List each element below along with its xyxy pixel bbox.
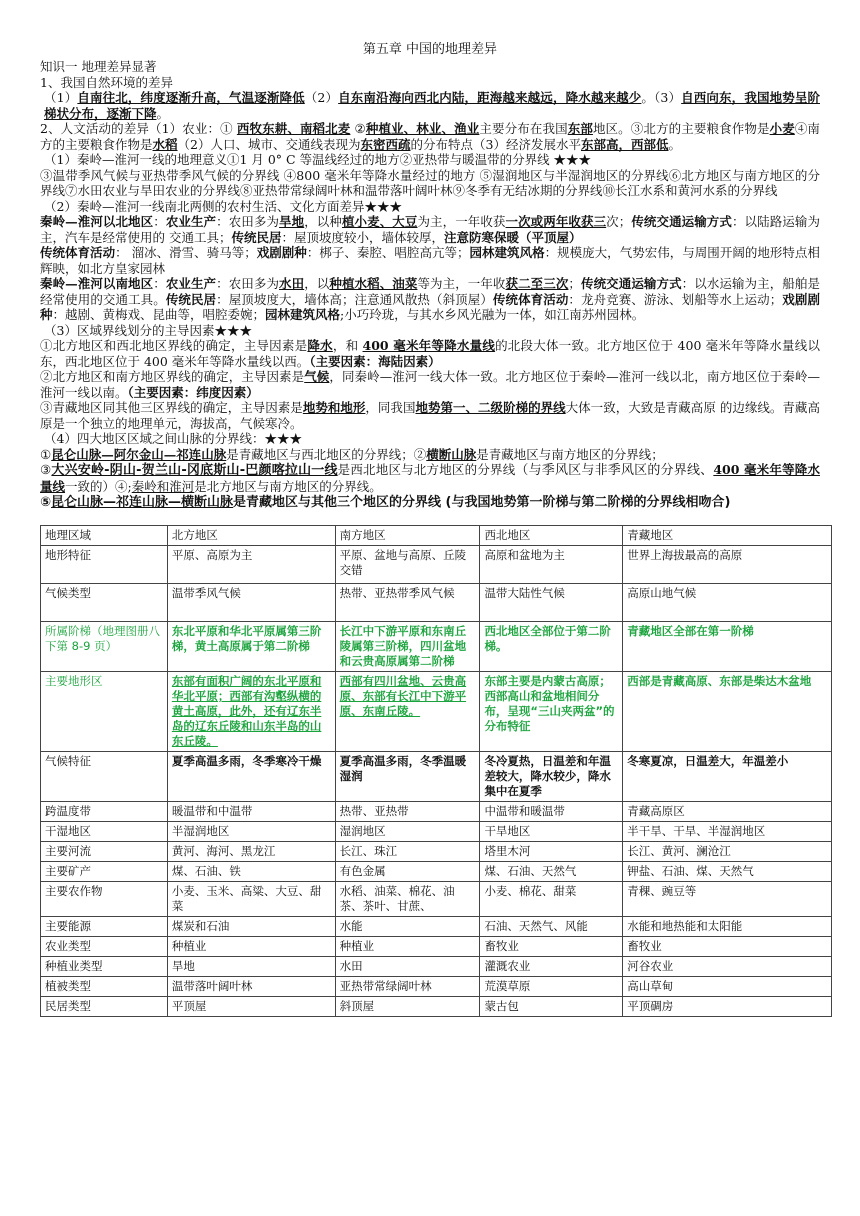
table-cell: 暖温带和中温带 [167,801,335,821]
table-cell: 石油、天然气、风能 [480,916,623,936]
table-row [41,801,832,821]
table-cell: 长江中下游平原和东南丘陵属第三阶梯，四川盆地和云贵高原属第二阶梯 [335,621,480,671]
table-cell: 种植业 [167,936,335,956]
text-span: ，同我国 [365,400,416,415]
text-span: 地区。③北方的主要粮食作物是 [592,121,770,136]
highlight: 一次或两年收获三 [505,214,607,229]
text-span: 是西北地区与北方地区的分界线 [337,462,516,477]
table-cell: 旱地 [167,956,335,976]
table-row [41,881,832,916]
table-cell: 畜牧业 [623,936,832,956]
label: 传统体育活动 [492,291,569,307]
table-cell: 钾盐、石油、煤、天然气 [623,861,832,881]
label: 注意防寒保暖（平顶屋） [444,229,582,245]
label: 秦岭—淮河以南地区 [40,276,154,291]
table-row-label: 农业类型 [41,936,168,956]
table-cell: 煤炭和石油 [167,916,335,936]
label: 园林建筑风格 [469,245,545,260]
highlight: 种植业、林业、渔业 [365,121,480,136]
boundary-factor-3 [40,400,820,431]
boundary-factor-2 [40,369,820,400]
table-row [41,936,832,956]
table-cell: 温带季风气候 [167,583,335,621]
table-cell: 水稻、油菜、棉花、油茶、茶叶、甘蔗、 [335,881,480,916]
table-row-label: 植被类型 [41,976,168,996]
table-cell: 夏季高温多雨，冬季温暖湿润 [335,751,480,801]
table-row-label: 主要地形区 [41,671,168,751]
text-span: 是北方地区与南方地区的分界线。 [194,479,382,494]
table-row-label: 民居类型 [41,996,168,1016]
table-cell: 亚热带常绿阔叶林 [335,976,480,996]
qinling-culture-heading: （2）秦岭—淮河一线南北两侧的农村生活、文化方面差异★★★ [44,198,402,214]
text-span: 为主，一年收获 [417,214,506,229]
mountain-boundary-2 [40,462,820,495]
south-of-qinling-paragraph [40,276,820,323]
table-row [41,976,832,996]
table-row-label: 所属阶梯（地理图册八下第 8-9 页） [41,621,168,671]
table-cell: 畜牧业 [480,936,623,956]
table-cell: 半湿润地区 [167,821,335,841]
chapter-title: 第五章 中国的地理差异 [362,42,498,57]
highlight: 植小麦、大豆 [341,214,418,229]
text-span: 。 [668,136,682,152]
label: 传统民居 [165,291,217,307]
table-cell: 平原、盆地与高原、丘陵交错 [335,545,480,583]
text-span: 等为主，一年收 [417,276,506,291]
table-row-label: 主要能源 [41,916,168,936]
table-row-label: 气候特征 [41,751,168,801]
text-span: 2、人文活动的差异（1）农业：① [40,121,237,136]
text-span: ：龙舟竞赛、游泳、划船等水上运动； [568,291,783,307]
text-span: ;小巧玲珑，与其水乡风光融为一体，如江南苏州园林。 [340,307,645,322]
table-cell: 中温带和暖温带 [480,801,623,821]
label: （主要因素：纬度因素） [127,384,259,400]
north-culture-paragraph [40,245,820,276]
label: 园林建筑风格 [265,307,341,322]
text-span: ：规模庞大，气势宏伟，与周围开阔的地形特点相辉映，如北方皇家园林 [40,245,820,276]
table-cell: 高原和盆地为主 [480,545,623,583]
text-span: ① [40,446,52,462]
highlight: 400 毫米年等降水量线 [362,338,496,353]
text-span: ③青藏地区同其他三区界线的确定，主导因素是 [40,400,303,415]
text-span: 主要分布在我国 [479,121,568,136]
table-cell: 东部有面积广阔的东北平原和华北平原；西部有沟壑纵横的黄土高原，此外，还有辽东半岛的辽东丘陵和山东半岛的山东丘陵。 [167,671,335,751]
table-row-label: 地形特征 [41,545,168,583]
section-1-heading: 1、我国自然环境的差异 [40,74,173,90]
label: 传统民居 [231,229,282,245]
table-cell: 长江、珠江 [335,841,480,861]
highlight: 地势第一、二级阶梯的界线 [415,400,566,415]
table-cell: 干旱地区 [480,821,623,841]
table-cell: 河谷农业 [623,956,832,976]
highlight: 横断山脉 [426,446,477,462]
table-cell: 高山草甸 [623,976,832,996]
table-cell: 有色金属 [335,861,480,881]
table-cell: 种植业 [335,936,480,956]
highlight: 获二至三次 [505,276,569,291]
table-header-cell: 地理区域 [41,525,168,545]
text-span: （与季风区与非季风区的分界线、 [515,463,714,478]
table-cell: 夏季高温多雨，冬季寒冷干燥 [167,751,335,801]
table-cell: 水能和地热能和太阳能 [623,916,832,936]
table-cell: 平原、高原为主 [167,545,335,583]
table-cell: 温带落叶阔叶林 [167,976,335,996]
highlight: 昆仑山脉—阿尔金山—祁连山脉 [51,446,227,462]
label: 农业生产 [165,214,217,229]
text-span: ④南方的主要粮食作物是 [40,121,820,152]
table-cell: 塔里木河 [480,841,623,861]
table-cell: 斜顶屋 [335,996,480,1016]
highlight: 东部 [567,121,593,136]
text-span: ：农田多为 [216,276,280,291]
table-row [41,671,832,751]
label: 秦岭—淮河以北地区 [40,214,154,229]
text-span: ，以种 [304,214,342,229]
text-span: ，和 [332,338,363,353]
qinling-significance-heading: （1）秦岭—淮河一线的地理意义①1 月 0° C 等温线经过的地方②亚热带与暖温带的分界线 ★★★ [44,152,592,167]
highlight: 昆仑山脉—祁连山脉—横断山脉 [51,494,234,510]
highlight: 水田 [279,276,305,291]
table-cell: 西部有四川盆地、云贵高原、东部有长江中下游平原、东南丘陵。 [335,671,480,751]
table-cell: 青藏高原区 [623,801,832,821]
mountain-boundary-3 [40,495,820,511]
highlight: 东部高，西部低 [580,136,669,152]
table-cell: 青藏地区全部在第一阶梯 [623,621,832,671]
highlight-terrain: 自西向东，我国地势呈阶梯状分布，逐渐下降 [44,90,820,121]
table-cell: 冬冷夏热，日温差和年温差较大，降水较少，降水集中在夏季 [480,751,623,801]
text-span: ② [350,121,366,136]
text-span: ：农田多为 [216,214,280,229]
text-span: 一致的）④; [65,479,132,494]
table-row-label: 干湿地区 [41,821,168,841]
table-header-cell: 青藏地区 [623,525,832,545]
table-cell: 东北平原和华北平原属第三阶梯，黄土高原属于第二阶梯 [167,621,335,671]
table-row-label: 主要河流 [41,841,168,861]
table-cell: 青稞、豌豆等 [623,881,832,916]
table-header-cell: 西北地区 [480,525,623,545]
text-span: 。 [156,105,170,121]
table-cell: 湿润地区 [335,821,480,841]
label: （主要因素：海陆因素） [309,353,441,369]
text-span: ：梆子、秦腔、唱腔高亢等； [306,245,470,260]
label: 农业生产 [165,276,217,291]
text-span: ②北方地区和南方地区界线的确定，主导因素是 [40,369,305,384]
text-span: 是青藏地区与南方地区的分界线； [476,446,664,462]
text-span: （1） [44,90,78,105]
table-cell: 半干旱、干旱、半湿润地区 [623,821,832,841]
boundary-factors-heading: （3）区域界线划分的主导因素★★★ [44,322,252,338]
highlight: 水稻 [152,136,178,152]
table-header-row [41,525,832,545]
table-cell: 蒙古包 [480,996,623,1016]
table-cell: 冬寒夏凉，日温差大，年温差小 [623,751,832,801]
table-row [41,996,832,1016]
highlight: 大兴安岭-阴山-贺兰山-冈底斯山-巴颜喀拉山一线 [51,463,338,478]
table-row-label: 种植业类型 [41,956,168,976]
boundary-factor-1 [40,338,820,369]
text-span: （2） [304,90,339,105]
human-activity-paragraph [40,121,820,152]
text-span: ：以水运输为主，船舶是经常使用的交通工具。 [40,276,820,307]
table-cell: 水田 [335,956,480,976]
table-cell: 世界上海拔最高的高原 [623,545,832,583]
text-span: ： [153,276,166,291]
table-cell: 长江、黄河、澜沧江 [623,841,832,861]
table-cell: 温带大陆性气候 [480,583,623,621]
highlight: 西牧东耕、南稻北麦 [236,121,351,136]
text-span: ⑤ [40,494,52,510]
table-cell: 荒漠草原 [480,976,623,996]
table-cell: 煤、石油、天然气 [480,861,623,881]
natural-differences-paragraph [40,90,820,121]
table-cell: 平顶碉房 [623,996,832,1016]
label: 传统交通运输方式 [631,214,732,229]
table-row [41,751,832,801]
table-cell: 西部是青藏高原、东部是柴达木盆地 [623,671,832,751]
table-cell: 煤、石油、铁 [167,861,335,881]
table-row [41,583,832,621]
table-cell: 热带、亚热带季风气候 [335,583,480,621]
highlight-latitude: 自南往北，纬度逐渐升高，气温逐渐降低 [77,90,305,105]
table-header-cell: 北方地区 [167,525,335,545]
table-cell: 灌溉农业 [480,956,623,976]
table-cell: 热带、亚热带 [335,801,480,821]
table-row-label: 气候类型 [41,583,168,621]
text-span: ： [153,214,166,229]
table-cell: 黄河、海河、黑龙江 [167,841,335,861]
label: 传统交通运输方式 [580,276,682,291]
table-cell: 小麦、棉花、甜菜 [480,881,623,916]
text-span: ，同秦岭—淮河一线大体一致。北方地区位于秦岭—淮河一线以北，南方地区位于秦岭—淮河一线以南。 [40,369,820,400]
label: 戏剧剧种 [40,291,820,322]
highlight: 旱地 [279,214,305,229]
table-row [41,821,832,841]
highlight: 东密西疏 [360,136,411,152]
text-span: 是青藏地区与西北地区的分界线；② [226,446,427,462]
table-row [41,861,832,881]
table-row [41,841,832,861]
north-of-qinling-paragraph [40,214,820,245]
text-span: ，以 [304,276,330,291]
table-cell: 水能 [335,916,480,936]
text-span: ①北方地区和西北地区界线的确定，主导因素是 [40,338,308,353]
table-cell: 西北地区全部位于第二阶梯。 [480,621,623,671]
label: 传统体育活动 [40,245,116,260]
table-row [41,621,832,671]
text-span: ：屋顶坡度较小，墙体较厚， [281,229,445,245]
label: 戏剧剧种 [256,245,307,260]
text-span: 。（3） [641,90,682,105]
text-span: 大体一致，大致是青藏高原 的边缘线。青藏高原是一个独立的地理单元，海拔高，气候寒冷。 [40,400,820,431]
text-span: ： 溜冰、滑雪、骑马等； [115,245,257,260]
knowledge-heading: 知识一 地理差异显著 [40,59,157,74]
text-span: ：越剧、黄梅戏、昆曲等，唱腔委婉； [52,307,266,322]
mountain-boundary-1 [40,447,820,463]
qinling-significance-list: ③温带季风气候与亚热带季风气候的分界线 ④800 毫米年等降水量经过的地方 ⑤湿润地区与半湿润地区的分界线⑥北方地区与南方地区的分界线⑦水田农业与旱田农业的分界线⑧亚热带常绿阔叶林和温带落叶阔叶林⑨冬季有无结冰期的分界线⑩长江水系和黄河水系的分界线 [40,167,820,198]
text-span: 次； [606,214,632,229]
highlight: 气候 [304,369,330,384]
table-row [41,916,832,936]
highlight: 种植水稻、油菜 [329,276,418,291]
table-header-cell: 南方地区 [335,525,480,545]
table-body [41,525,832,1016]
highlight: 400 毫米年等降水量线 [40,462,820,494]
highlight-distance-from-sea: 自东南沿海向西北内陆，距海越来越远，降水越来越少 [338,90,642,105]
mountain-boundaries-heading: （4）四大地区区域之间山脉的分界线：★★★ [44,431,302,446]
text-span: ：屋顶坡度大，墙体高；注意通风散热（斜顶屋） [216,291,493,307]
regional-comparison-table [40,525,832,1017]
highlight: 秦岭和淮河 [131,479,195,494]
table-cell: 东部主要是内蒙古高原；西部高山和盆地相间分布，呈现“三山夹两盆”的分布特征 [480,671,623,751]
text-span: ； [568,276,581,291]
table-row-label: 主要矿产 [41,861,168,881]
text-span: ：以陆路运输为主，汽车是经常使用的 交通工具； [40,214,820,245]
text-span: 的北段大体一致。北方地区位于 400 毫米年等降水量线以东，西北地区位于 400 毫米年等降水量线以西。 [40,338,820,369]
highlight: 地势和地形 [302,400,366,415]
table-cell: 平顶屋 [167,996,335,1016]
table-row-label: 主要农作物 [41,881,168,916]
table-cell: 高原山地气候 [623,583,832,621]
table-row [41,956,832,976]
highlight: 降水 [307,338,333,353]
table-cell: 小麦、玉米、高粱、大豆、甜菜 [167,881,335,916]
text-span: 是青藏地区与其他三个地区的分界线 (与我国地势第一阶梯与第二阶梯的分界线相吻合) [233,494,731,510]
table-row [41,545,832,583]
table-row-label: 跨温度带 [41,801,168,821]
text-span: ③ [40,462,52,477]
text-span: 的分布特点（3）经济发展水平 [410,136,581,152]
highlight: 小麦 [769,121,795,136]
text-span: （2）人口、城市、交通线表现为 [177,136,361,152]
